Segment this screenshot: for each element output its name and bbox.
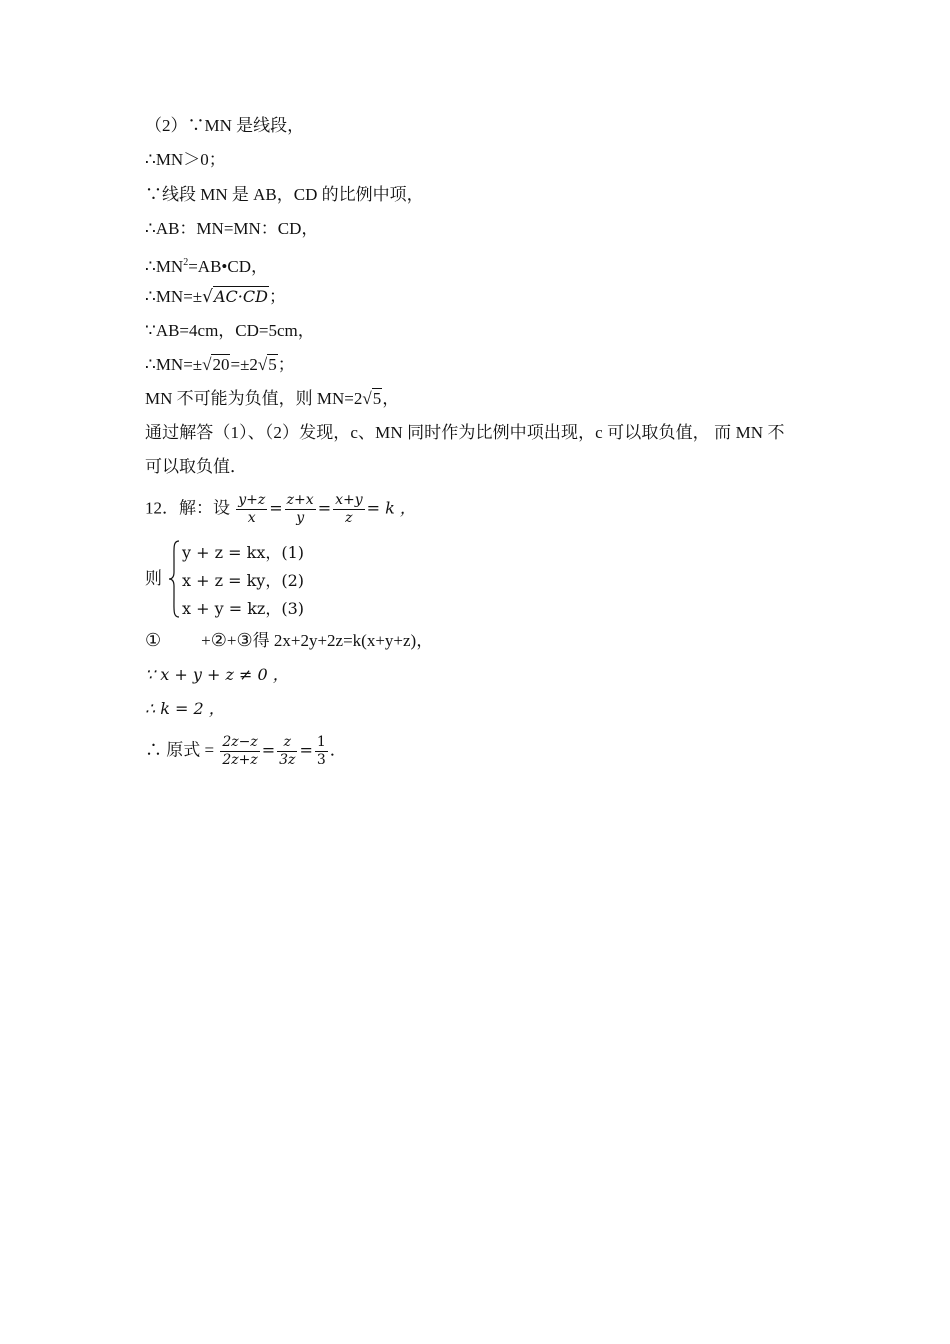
result-fraction-1-denominator: 2z+z xyxy=(222,752,258,768)
result-equals-1: = xyxy=(261,740,276,760)
system-label: 则 xyxy=(145,569,162,588)
line-7: ∵AB=4cm，CD=5cm， xyxy=(145,321,315,340)
plus-1: + xyxy=(201,631,211,650)
result-fraction-3 xyxy=(315,734,328,769)
line-6-b: ； xyxy=(268,287,286,306)
sum-text: 得 2x+2y+2z=k(x+y+z)， xyxy=(252,631,434,650)
fraction-3-denominator: z xyxy=(345,510,353,526)
fraction-3 xyxy=(333,492,365,527)
line-6 xyxy=(145,285,286,309)
fraction-1-denominator: x xyxy=(247,510,256,526)
fraction-1-numerator: y+z xyxy=(238,492,266,508)
result-fraction-2 xyxy=(277,734,297,769)
circled-one-icon: ① xyxy=(145,630,162,651)
line-4: ∴AB：MN=MN：CD， xyxy=(145,219,319,238)
line-8-a: ∴MN=± xyxy=(145,355,203,374)
result-fraction-2-denominator: 3z xyxy=(279,752,296,768)
result-lead: ∴ 原式 = xyxy=(145,740,215,760)
result-equals-2: = xyxy=(299,740,313,760)
line-1: （2）∵MN 是线段， xyxy=(145,116,305,135)
result-fraction-1 xyxy=(220,734,259,769)
result-fraction-2-numerator: z xyxy=(277,734,297,752)
system-eq-3: x + y = kz，(3) xyxy=(182,599,305,618)
sqrt-5-a: √5 xyxy=(257,355,277,374)
sum-line xyxy=(145,629,433,653)
plus-2: + xyxy=(226,631,237,650)
line-9-a: MN 不可能为负值，则 MN=2 xyxy=(145,389,363,408)
line-8-b: ； xyxy=(277,355,295,374)
line-5 xyxy=(145,251,268,279)
sqrt-20: √20 xyxy=(202,355,230,374)
result-line xyxy=(145,734,347,769)
sqrt-5-b-radicand: 5 xyxy=(372,389,382,408)
sqrt-5-a-radicand: 5 xyxy=(268,355,277,374)
left-brace-icon xyxy=(168,540,180,618)
line-2: ∴MN＞0； xyxy=(145,150,226,169)
circled-two-icon: ② xyxy=(210,630,227,651)
line-8 xyxy=(145,353,295,377)
line-11: 可以取负值． xyxy=(145,457,247,476)
q12-tail: = k ， xyxy=(366,498,416,518)
q12-setup xyxy=(145,492,416,527)
fraction-3-numerator: x+y xyxy=(335,492,363,508)
result-fraction-3-numerator: 1 xyxy=(316,734,326,750)
fraction-2-denominator: y xyxy=(296,510,305,526)
sqrt-ac-cd: √AC·CD xyxy=(202,287,268,307)
line-3: ∵线段 MN 是 AB，CD 的比例中项， xyxy=(145,185,424,204)
line-6-a: ∴MN=± xyxy=(145,287,203,306)
system-eq-1: y + z = kx，(1) xyxy=(182,543,305,562)
sqrt-20-radicand: 20 xyxy=(212,355,230,374)
line-10: 通过解答（1）、（2）发现，c、MN 同时作为比例中项出现，c 可以取负值， 而 MN 不 xyxy=(145,423,785,442)
result-end: ． xyxy=(329,740,347,760)
result-fraction-3-denominator: 3 xyxy=(316,752,326,768)
line-5-a: ∴MN xyxy=(145,257,184,276)
k-value-line: ∴ k = 2 ， xyxy=(145,699,225,718)
fraction-2-numerator: z+x xyxy=(286,492,314,508)
system-eq-2: x + z = ky，(2) xyxy=(182,571,305,590)
line-8-mid: =±2 xyxy=(230,355,258,374)
condition-line: ∵ x + y + z ≠ 0 ， xyxy=(145,665,289,684)
fraction-2 xyxy=(285,492,316,527)
equals-1: = xyxy=(269,498,283,518)
line-5-sup: 2 xyxy=(183,257,189,268)
sqrt-ac-cd-radicand: AC·CD xyxy=(213,287,268,306)
line-9-b: ， xyxy=(382,389,400,408)
q12-lead: 12．解：设 xyxy=(145,498,230,518)
line-5-b: =AB•CD， xyxy=(188,257,268,276)
line-9 xyxy=(145,387,399,411)
sqrt-5-b: √5 xyxy=(362,389,382,408)
result-fraction-1-numerator: 2z−z xyxy=(222,734,258,750)
circled-three-icon: ③ xyxy=(236,630,253,651)
fraction-1 xyxy=(236,492,267,527)
equals-2: = xyxy=(317,498,332,518)
